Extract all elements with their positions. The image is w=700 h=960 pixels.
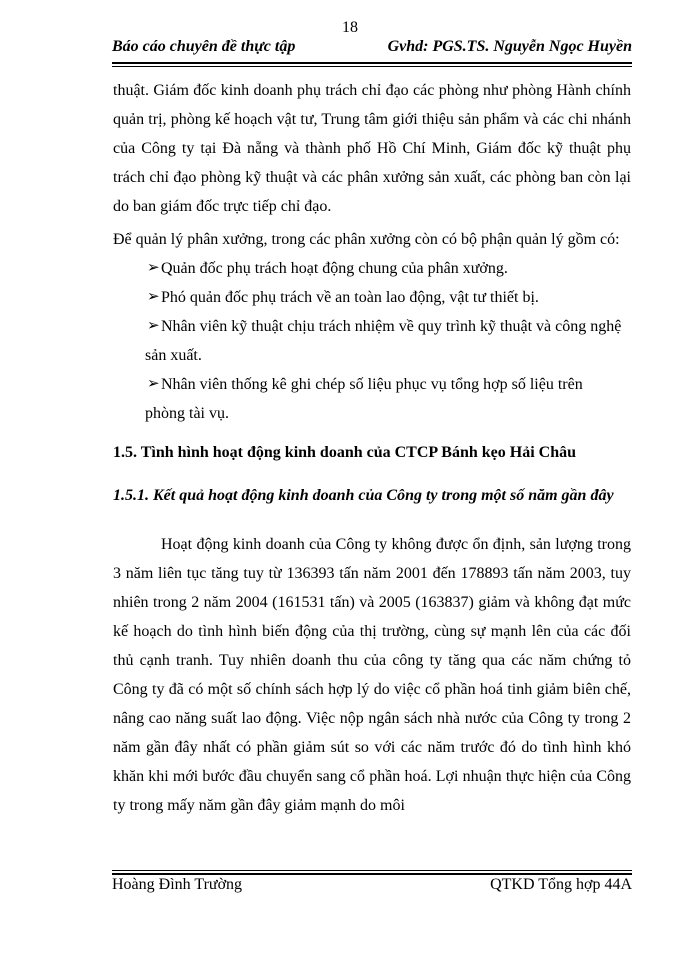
header-report-title: Báo cáo chuyên đề thực tập: [112, 38, 296, 55]
list-item-continuation: sản xuất.: [145, 347, 202, 364]
list-item: [113, 254, 631, 283]
list-item: [113, 370, 631, 428]
arrow-bullet-icon: ➢: [147, 260, 160, 276]
arrow-bullet-icon: ➢: [147, 318, 160, 334]
list-item: [113, 283, 631, 312]
list-item-text: Phó quản đốc phụ trách về an toàn lao động, vật tư thiết bị.: [161, 289, 539, 306]
footer-author: Hoàng Đình Trường: [112, 876, 243, 893]
list-item-text: Nhân viên thống kê ghi chép số liệu phục vụ tổng hợp số liệu trên: [161, 376, 583, 393]
footer-divider: [112, 870, 632, 875]
page-number: 18: [342, 19, 358, 36]
subsection-heading: 1.5.1. Kết quả hoạt động kinh doanh của Công ty trong một số năm gần đây: [113, 487, 614, 504]
paragraph-departments: thuật. Giám đốc kinh doanh phụ trách chỉ đạo các phòng như phòng Hành chính quản trị, phòng kế hoạch vật tư, Trung tâm giới thiệu sản phẩm và các chi nhánh của Công ty tại Đà nẵng và thành phố Hồ Chí Minh, Giám đốc kỹ thuật phụ trách chỉ đạo phòng kỹ thuật và các phân xưởng sản xuất, các phòng ban còn lại do ban giám đốc trực tiếp chỉ đạo.: [113, 82, 631, 215]
header-supervisor: Gvhd: PGS.TS. Nguyễn Ngọc Huyền: [387, 38, 632, 55]
list-item-text: Nhân viên kỹ thuật chịu trách nhiệm về quy trình kỹ thuật và công nghệ: [161, 318, 622, 335]
list-item-continuation: phòng tài vụ.: [145, 405, 229, 422]
list-item: [113, 312, 631, 370]
list-item-text: Quản đốc phụ trách hoạt động chung của phân xưởng.: [161, 260, 508, 277]
paragraph-workshop-management: Để quản lý phân xưởng, trong các phân xưởng còn có bộ phận quản lý gồm có:: [113, 231, 620, 248]
footer-class: QTKD Tổng hợp 44A: [490, 876, 632, 893]
page-header: [112, 38, 632, 64]
paragraph-business-results: Hoạt động kinh doanh của Công ty không được ổn định, sản lượng trong 3 năm liên tục tăng tuy từ 136393 tấn năm 2001 đến 178893 tấn năm 2003, tuy nhiên trong 2 năm 2004 (161531 tấn) và 2005 (163837) giảm và không đạt mức kế hoạch do tình hình biến động của thị trường, cùng sự mạnh lên của các đối thủ cạnh tranh. Tuy nhiên doanh thu của công ty tăng qua các năm chứng tỏ Công ty đã có một số chính sách hợp lý do việc cổ phần hoá tinh giảm biên chế, nâng cao năng suất lao động. Việc nộp ngân sách nhà nước của Công ty trong 2 năm gần đây nhất có phần giảm sút so với các năm trước đó do tình hình khó khăn khi mới bước đầu chuyển sang cổ phần hoá. Lợi nhuận thực hiện của Công ty trong mấy năm gần đây giảm mạnh do môi: [113, 536, 631, 814]
arrow-bullet-icon: ➢: [147, 376, 160, 392]
document-body: [113, 76, 631, 820]
section-heading: 1.5. Tình hình hoạt động kinh doanh của CTCP Bánh kẹo Hải Châu: [113, 444, 577, 461]
header-divider: [112, 62, 632, 67]
arrow-bullet-icon: ➢: [147, 289, 160, 305]
